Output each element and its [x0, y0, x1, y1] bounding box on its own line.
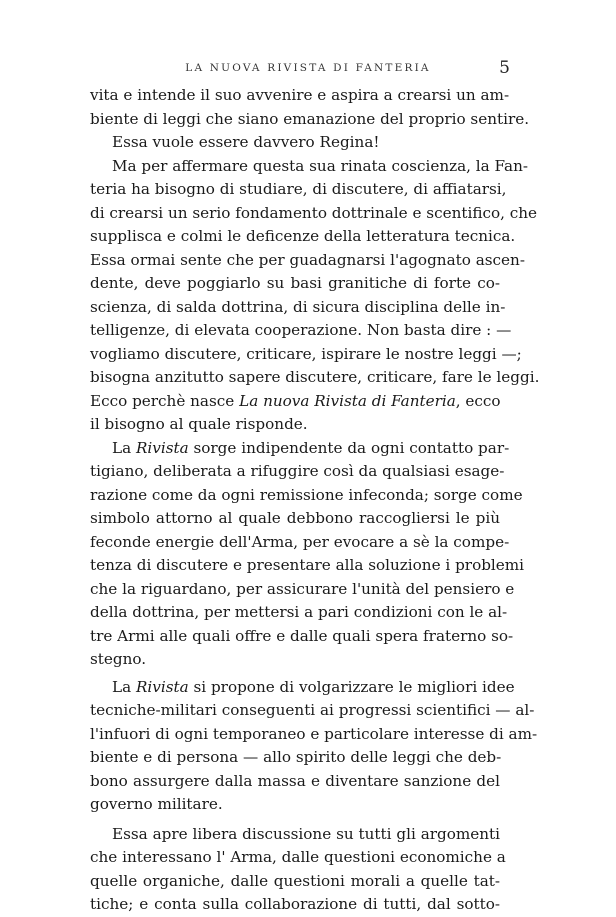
- page-number: 5: [499, 58, 510, 78]
- text-line: della dottrina, per mettersi a pari condizioni con le al-: [90, 603, 508, 621]
- body-text: [90, 84, 540, 917]
- text-line: Essa apre libera discussione su tutti gli argomenti: [112, 824, 500, 843]
- text-line: vogliamo discutere, criticare, ispirare le nostre leggi —;: [90, 344, 522, 363]
- text-line: tecniche-militari conseguenti ai progressi scientifici — al-: [90, 701, 535, 719]
- text-line: tenza di discutere e presentare alla soluzione i problemi: [90, 556, 525, 574]
- text-run: sorge indipendente da ogni contatto par-: [193, 438, 510, 457]
- text-run: si propone di volgarizzare le migliori idee: [193, 677, 515, 696]
- text-line: stegno.: [90, 650, 147, 668]
- text-line: teria ha bisogno di studiare, di discutere, di affiatarsi,: [90, 180, 507, 198]
- text-line: scienza, di salda dottrina, di sicura disciplina delle in-: [90, 297, 506, 316]
- journal-title-italic: Rivista: [135, 677, 189, 696]
- text-run: La: [112, 438, 132, 457]
- text-line: vita e intende il suo avvenire e aspira a crearsi un am-: [90, 86, 510, 104]
- text-line: biente e di persona — allo spirito delle leggi che deb-: [90, 748, 502, 766]
- text-line: che la riguardano, per assicurare l'unità del pensiero e: [90, 579, 515, 598]
- text-line: biente di leggi che siano emanazione del proprio sentire.: [90, 109, 530, 128]
- text-line: feconde energie dell'Arma, per evocare a sè la compe-: [90, 532, 510, 551]
- text-line: [90, 676, 515, 700]
- text-line: il bisogno al quale risponde.: [90, 415, 308, 433]
- text-run: , ecco: [455, 391, 501, 410]
- text-line: Essa ormai sente che per guadagnarsi l'agognato ascen-: [90, 250, 525, 269]
- page-header: [0, 58, 616, 80]
- text-line: [90, 390, 500, 414]
- text-line: bono assurgere dalla massa e diventare sanzione del: [90, 771, 500, 790]
- text-line: quelle organiche, dalle questioni morali a quelle tat-: [90, 871, 500, 890]
- running-title: LA NUOVA RIVISTA DI FANTERIA: [185, 62, 431, 74]
- text-line: razione come da ogni remissione infeconda; sorge come: [90, 485, 523, 504]
- journal-title-italic: Rivista: [135, 438, 189, 457]
- text-line: telligenze, di elevata cooperazione. Non basta dire : —: [90, 321, 512, 339]
- text-line: di crearsi un serio fondamento dottrinale e scentifico, che: [90, 203, 538, 222]
- text-line: l'infuori di ogni temporaneo e particolare interesse di am-: [90, 724, 538, 743]
- text-line: dente, deve poggiarlo su basi granitiche di forte co-: [90, 274, 500, 292]
- text-line: supplisca e colmi le deficenze della letteratura tecnica.: [90, 227, 516, 245]
- text-run: Ecco perchè nasce: [90, 391, 235, 410]
- text-line: bisogna anzitutto sapere discutere, criticare, fare le leggi.: [90, 368, 540, 386]
- text-line: simbolo attorno al quale debbono raccogliersi le più: [90, 509, 500, 527]
- text-run: La: [112, 677, 132, 696]
- text-line: tiche; e conta sulla collaborazione di tutti, dal sotto-: [90, 895, 500, 913]
- text-line: che interessano l' Arma, dalle questioni economiche a: [90, 848, 506, 866]
- text-line: tre Armi alle quali offre e dalle quali spera fraterno so-: [90, 626, 514, 645]
- text-line: Ma per affermare questa sua rinata coscienza, la Fan-: [112, 156, 529, 175]
- text-line: tigiano, deliberata a rifuggire così da qualsiasi esage-: [90, 462, 505, 480]
- text-line: governo militare.: [90, 795, 223, 813]
- text-line: Essa vuole essere davvero Regina!: [112, 133, 380, 151]
- text-line: [90, 437, 510, 461]
- journal-title-italic: La nuova Rivista di Fanteria: [239, 391, 456, 410]
